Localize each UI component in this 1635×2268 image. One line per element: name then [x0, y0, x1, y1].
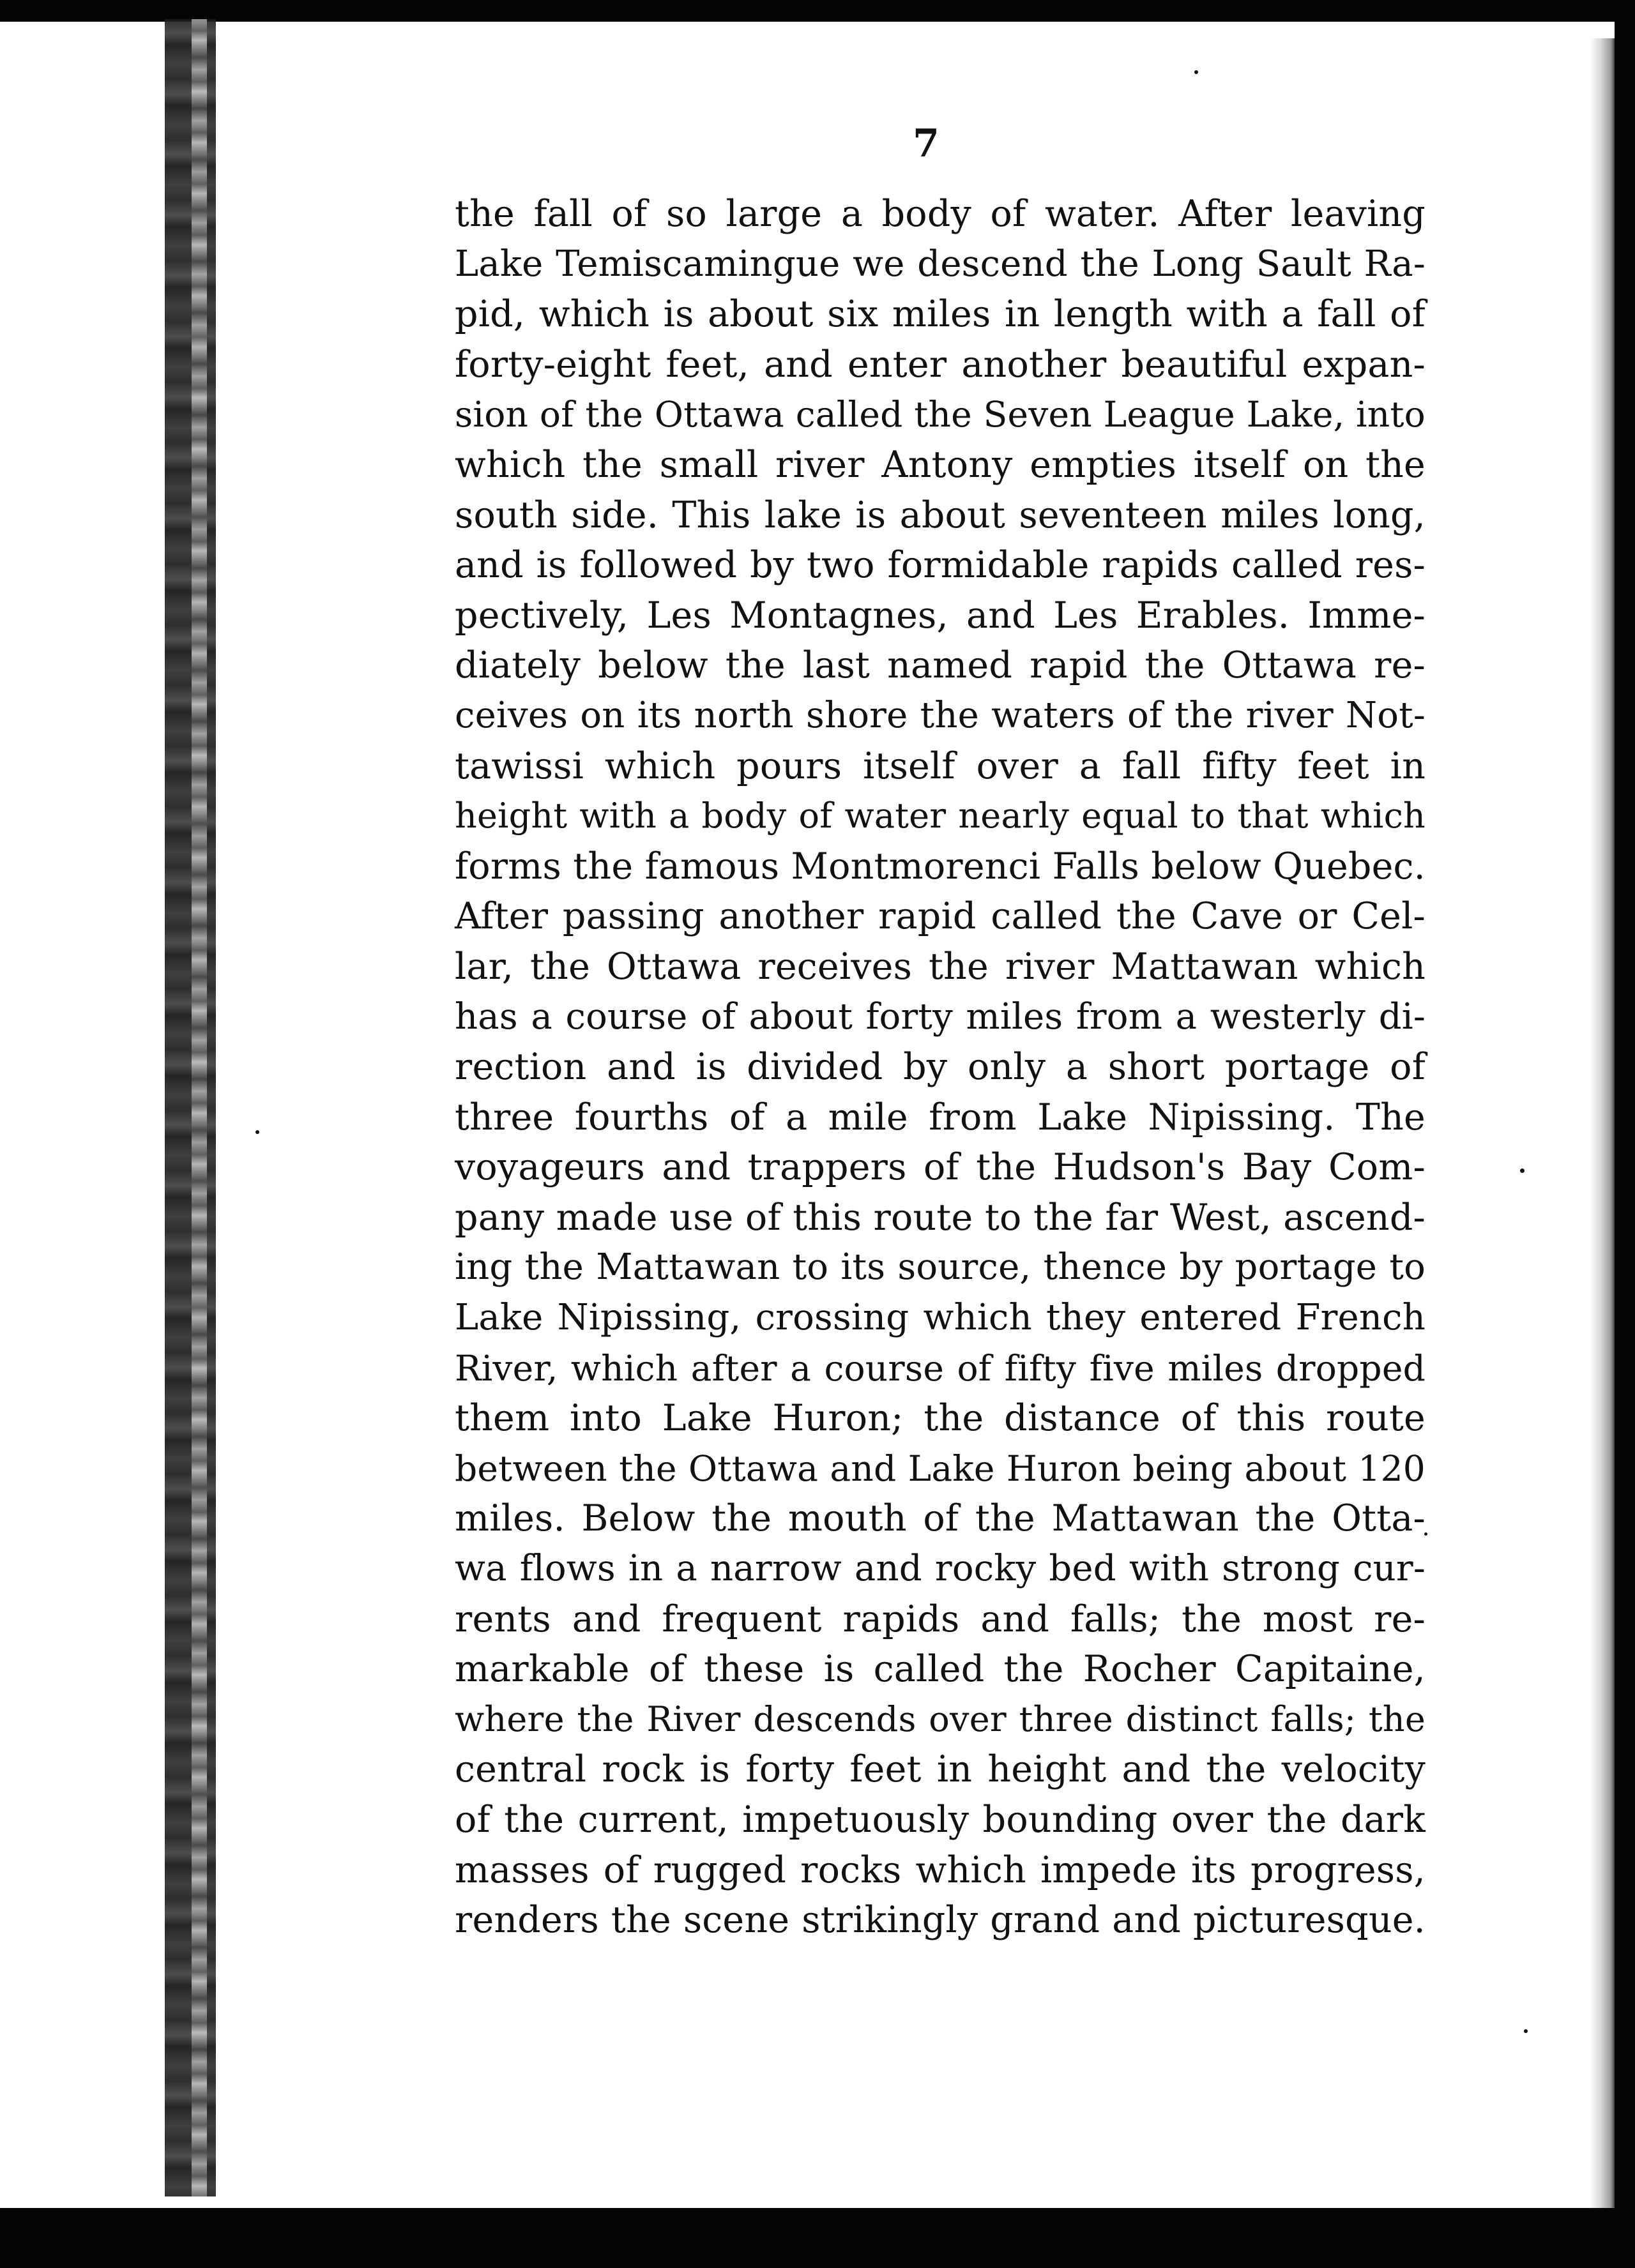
text-line: height with a body of water nearly equal to that which — [455, 796, 1426, 836]
text-line: and is followed by two formidable rapids called res- — [455, 544, 1426, 587]
text-line: After passing another rapid called the Cave or Cel- — [455, 895, 1426, 938]
text-line: lar, the Ottawa receives the river Mattawan which — [455, 945, 1426, 988]
text-line: them into Lake Huron; the distance of this route — [455, 1397, 1426, 1440]
book-binding-gutter — [165, 19, 216, 2196]
text-line: renders the scene strikingly grand and picturesque. — [455, 1899, 1426, 1942]
text-line: ing the Mattawan to its source, thence by portage to — [455, 1246, 1426, 1289]
text-line: River, which after a course of fifty five miles dropped — [455, 1347, 1426, 1389]
text-line: the fall of so large a body of water. After leaving — [455, 193, 1426, 235]
scan-speck — [1194, 70, 1198, 74]
text-line: forty-eight feet, and enter another beautiful expan- — [455, 343, 1426, 386]
scan-top-border — [0, 0, 1635, 22]
binding-highlight — [192, 19, 207, 2196]
text-line: south side. This lake is about seventeen miles long, — [455, 494, 1426, 536]
text-line: voyageurs and trappers of the Hudson's Bay Com- — [455, 1146, 1426, 1189]
text-line: pectively, Les Montagnes, and Les Erables. Imme- — [455, 594, 1426, 637]
text-line: diately below the last named rapid the Ottawa re- — [455, 644, 1426, 687]
text-line: rection and is divided by only a short portage of — [455, 1046, 1426, 1089]
text-line: forms the famous Montmorenci Falls below Quebec. — [455, 845, 1426, 888]
text-line: masses of rugged rocks which impede its progress, — [455, 1848, 1426, 1891]
body-text — [455, 189, 1426, 1946]
text-line: pid, which is about six miles in length with a fall of — [455, 293, 1426, 336]
scan-speck — [255, 1130, 259, 1134]
scan-right-border — [1615, 0, 1635, 2268]
page-number: 7 — [913, 121, 939, 166]
scan-speck — [1524, 2029, 1528, 2033]
text-line: Lake Nipissing, crossing which they entered French — [455, 1297, 1426, 1339]
text-line: Lake Temiscamingue we descend the Long Sault Ra- — [455, 243, 1426, 285]
text-line: between the Ottawa and Lake Huron being about 120 — [455, 1448, 1426, 1489]
text-line: markable of these is called the Rocher Capitaine, — [455, 1648, 1426, 1691]
text-line: sion of the Ottawa called the Seven League Lake, into — [455, 394, 1426, 435]
scan-speck — [1520, 1168, 1525, 1173]
scan-bottom-border — [0, 2208, 1635, 2268]
text-line: tawissi which pours itself over a fall fifty feet in — [455, 745, 1426, 787]
text-line: where the River descends over three distinct falls; the — [455, 1698, 1426, 1739]
text-line: miles. Below the mouth of the Mattawan the Otta- — [455, 1497, 1426, 1540]
text-line: rents and frequent rapids and falls; the most re- — [455, 1598, 1426, 1640]
text-line: central rock is forty feet in height and the velocity — [455, 1748, 1426, 1791]
text-line: of the current, impetuously bounding over the dark — [455, 1799, 1426, 1841]
page-edge-shadow — [1590, 38, 1616, 2209]
text-line: which the small river Antony empties itself on the — [455, 443, 1426, 486]
text-line: ceives on its north shore the waters of the river Not- — [455, 694, 1426, 736]
text-line: wa flows in a narrow and rocky bed with strong cur- — [455, 1548, 1426, 1590]
text-line: pany made use of this route to the far West, ascend- — [455, 1196, 1426, 1239]
text-line: three fourths of a mile from Lake Nipissing. The — [455, 1096, 1426, 1138]
text-line: has a course of about forty miles from a westerly di- — [455, 995, 1426, 1038]
